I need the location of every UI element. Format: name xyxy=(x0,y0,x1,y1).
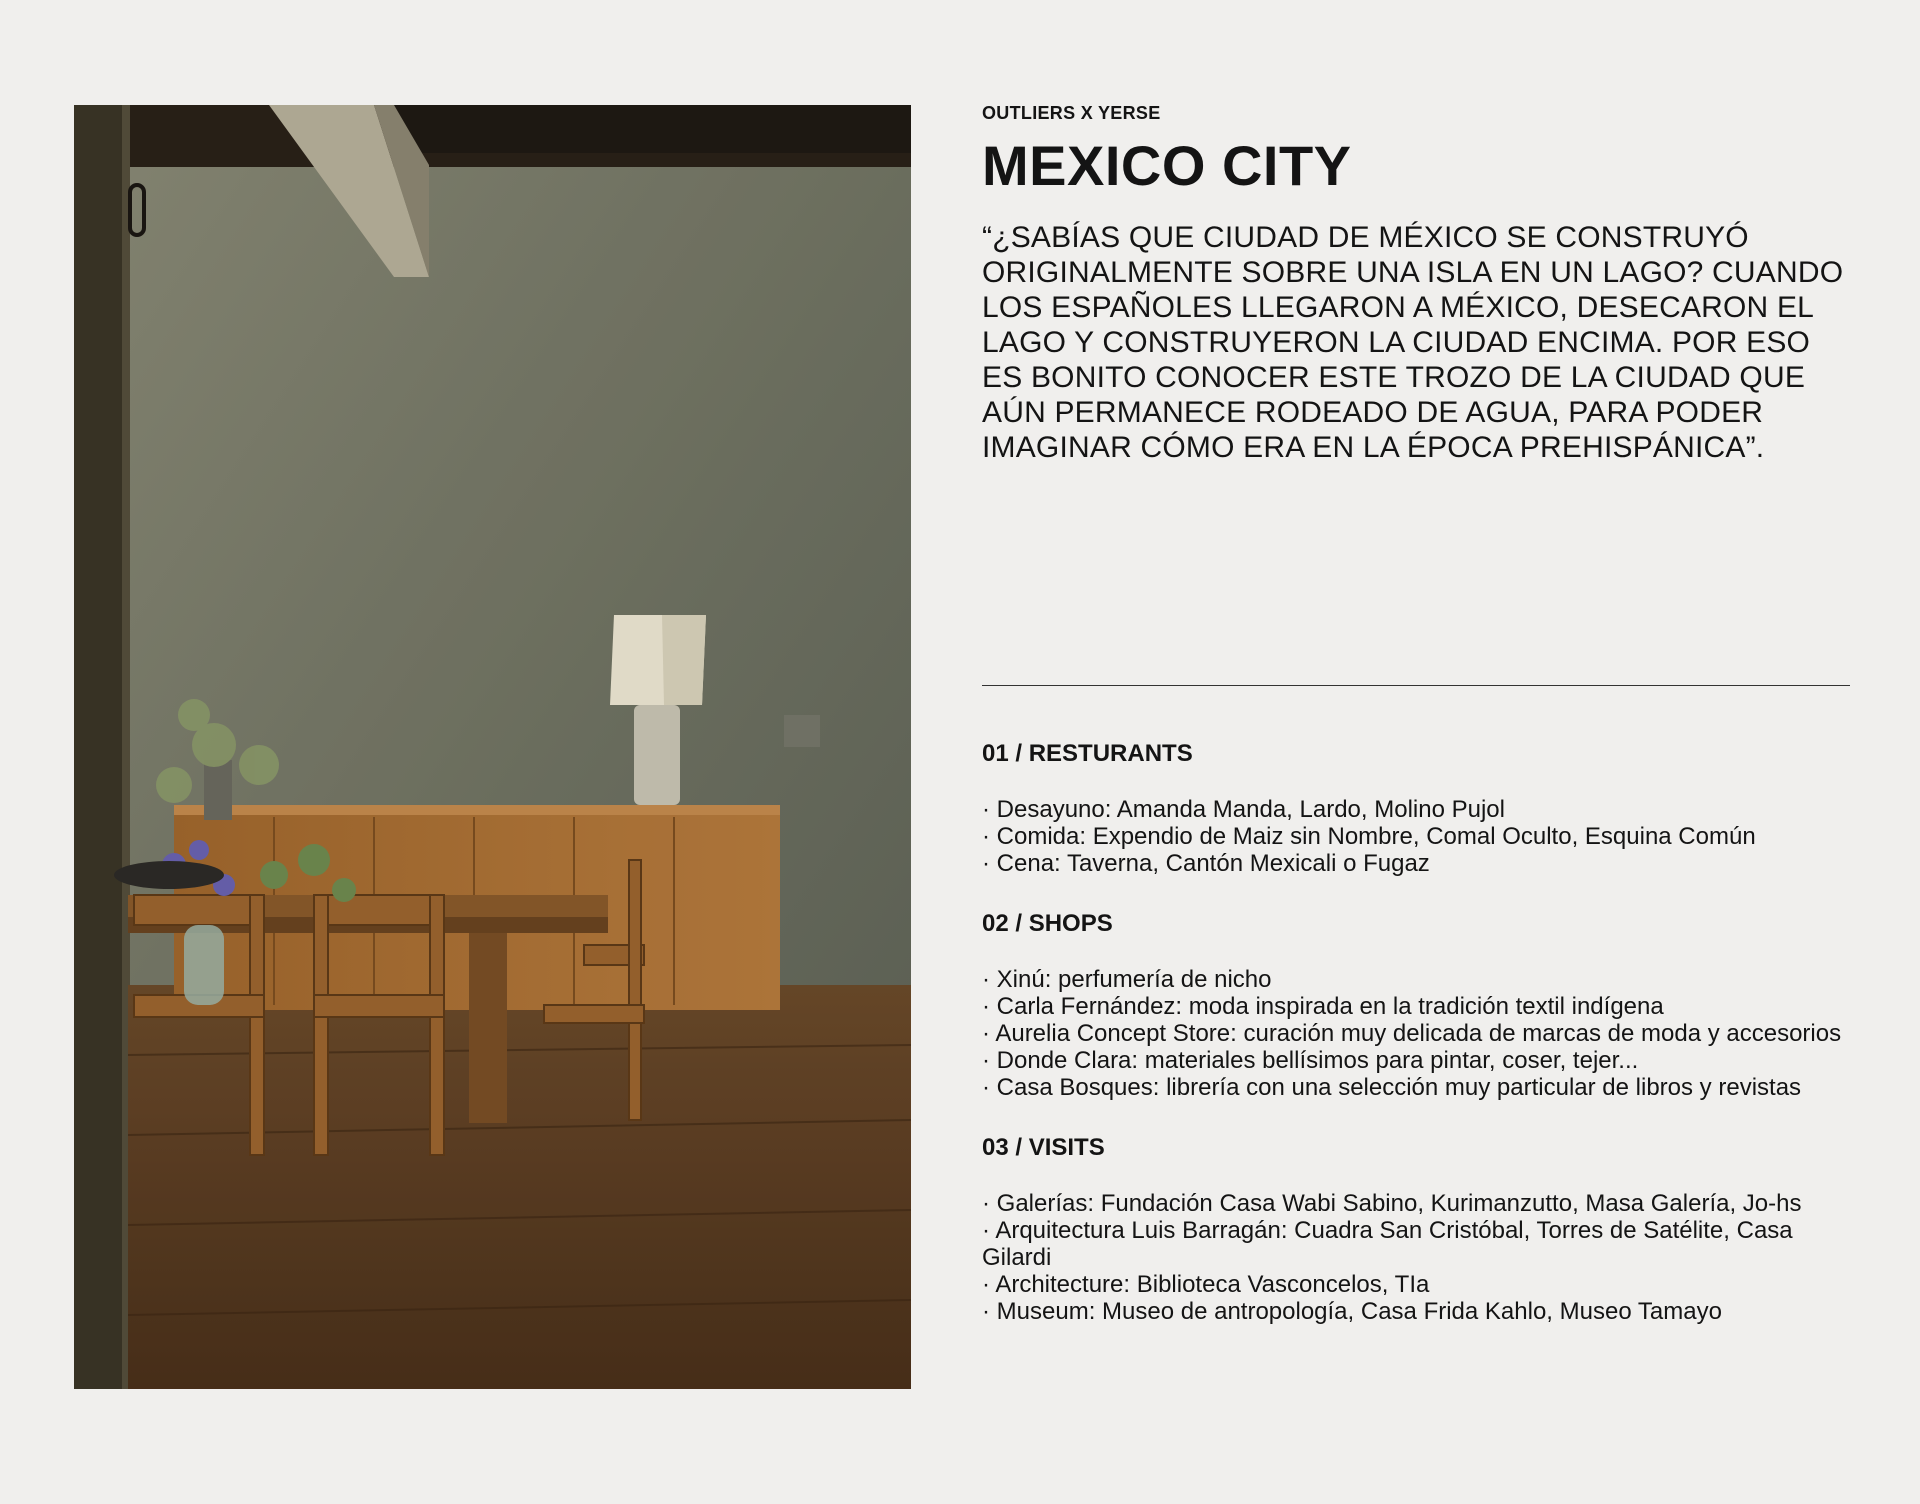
list-item: · Galerías: Fundación Casa Wabi Sabino, Kurimanzutto, Masa Galería, Jo-hs xyxy=(982,1190,1802,1217)
section-heading: 01 / RESTURANTS xyxy=(982,740,1193,767)
section-visits xyxy=(982,1133,1852,1325)
list-item: · Casa Bosques: librería con una selección muy particular de libros y revistas xyxy=(982,1074,1802,1101)
list-item: · Arquitectura Luis Barragán: Cuadra San Cristóbal, Torres de Satélite, Casa Gilardi xyxy=(982,1217,1793,1271)
list-item: · Xinú: perfumería de nicho xyxy=(982,966,1272,993)
section-heading: 02 / SHOPS xyxy=(982,910,1113,937)
guide-sections xyxy=(982,739,1852,1357)
list-item: · Desayuno: Amanda Manda, Lardo, Molino Pujol xyxy=(982,796,1505,823)
list-item: · Architecture: Biblioteca Vasconcelos, TIa xyxy=(982,1271,1430,1298)
section-list xyxy=(982,966,1852,1101)
section-list xyxy=(982,1190,1852,1325)
intro-quote: “¿SABÍAS QUE CIUDAD DE MÉXICO SE CONSTRUYÓ ORIGINALMENTE SOBRE UNA ISLA EN UN LAGO? CUANDO LOS ESPAÑOLES LLEGARON A MÉXICO, DESECARON EL LAGO Y CONSTRUYERON LA CIUDAD ENCIMA. POR ESO ES BONITO CONOCER ESTE TROZO DE LA CIUDAD QUE AÚN PERMANECE RODEADO DE AGUA, PARA PODER IMAGINAR CÓMO ERA EN LA ÉPOCA PREHISPÁNICA”. xyxy=(982,221,1844,464)
list-item: · Aurelia Concept Store: curación muy delicada de marcas de moda y accesorios xyxy=(982,1020,1842,1047)
article-kicker: OUTLIERS X YERSE xyxy=(982,103,1161,123)
interior-photo xyxy=(74,105,911,1389)
list-item: · Museum: Museo de antropología, Casa Frida Kahlo, Museo Tamayo xyxy=(982,1298,1722,1325)
divider xyxy=(982,685,1850,686)
list-item: · Cena: Taverna, Cantón Mexicali o Fugaz xyxy=(982,850,1430,877)
list-item: · Carla Fernández: moda inspirada en la tradición textil indígena xyxy=(982,993,1664,1020)
list-item: · Comida: Expendio de Maiz sin Nombre, Comal Oculto, Esquina Común xyxy=(982,823,1756,850)
section-list xyxy=(982,796,1852,877)
interior-photo-illustration xyxy=(74,105,911,1389)
section-heading: 03 / VISITS xyxy=(982,1134,1105,1161)
page-title: MEXICO CITY xyxy=(982,134,1352,197)
section-shops xyxy=(982,909,1852,1101)
section-restaurants xyxy=(982,739,1852,877)
list-item: · Donde Clara: materiales bellísimos para pintar, coser, tejer... xyxy=(982,1047,1639,1074)
